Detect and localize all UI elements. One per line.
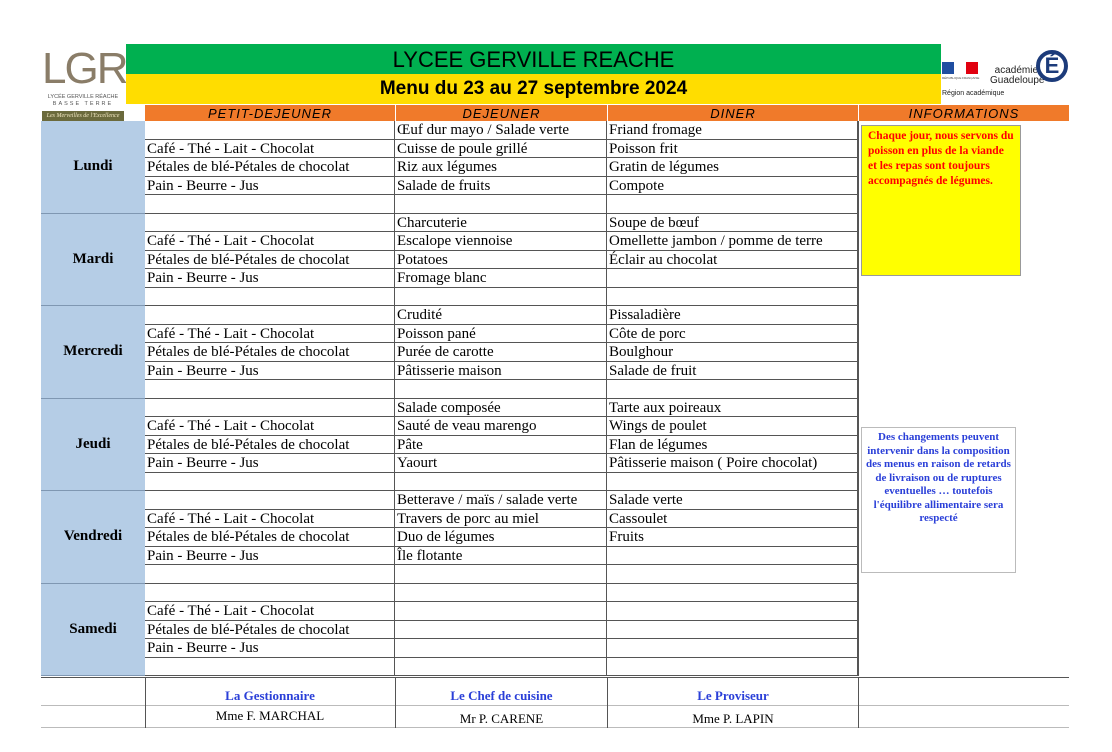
menu-cell-lunch: Sauté de veau marengo	[395, 417, 607, 436]
day-label: Mercredi	[41, 306, 145, 399]
menu-cell-breakfast	[145, 380, 395, 399]
menu-cell-dinner	[607, 547, 858, 566]
info-changes-note: Des changements peuvent intervenir dans la composition des menus en raison de retards de livraison ou de ruptures eventuelles … toutefois l'équilibre allimentaire sera respecté	[861, 427, 1016, 573]
menu-cell-dinner	[607, 584, 858, 603]
menu-cell-lunch: Escalope viennoise	[395, 232, 607, 251]
menu-cell-lunch: Île flotante	[395, 547, 607, 566]
menu-cell-lunch	[395, 565, 607, 584]
menu-cell-dinner: Salade verte	[607, 491, 858, 510]
menu-cell-lunch	[395, 621, 607, 640]
menu-cell-breakfast: Café - Thé - Lait - Chocolat	[145, 140, 395, 159]
menu-cell-dinner: Compote	[607, 177, 858, 196]
school-title: LYCEE GERVILLE REACHE	[126, 44, 941, 74]
menu-cell-lunch	[395, 658, 607, 677]
signature-name-principal: Mme P. LAPIN	[692, 711, 774, 726]
menu-cell-breakfast	[145, 306, 395, 325]
menu-cell-breakfast	[145, 491, 395, 510]
menu-cell-lunch: Riz aux légumes	[395, 158, 607, 177]
menu-cell-breakfast: Café - Thé - Lait - Chocolat	[145, 417, 395, 436]
menu-cell-breakfast: Café - Thé - Lait - Chocolat	[145, 232, 395, 251]
menu-cell-lunch: Poisson pané	[395, 325, 607, 344]
logo-school-name: LYCÉE GERVILLE RÉACHE	[47, 94, 119, 100]
menu-cell-dinner: Côte de porc	[607, 325, 858, 344]
menu-cell-dinner	[607, 639, 858, 658]
footer-divider	[41, 677, 1069, 678]
menu-cell-dinner: Salade de fruit	[607, 362, 858, 381]
logo-tagline: Les Merveilles de l'Excellence	[42, 111, 124, 121]
menu-cell-lunch: Duo de légumes	[395, 528, 607, 547]
menu-cell-breakfast: Pétales de blé-Pétales de chocolat	[145, 621, 395, 640]
menu-cell-lunch: Charcuterie	[395, 214, 607, 233]
day-label: Samedi	[41, 584, 145, 677]
column-header-dinner: DINER	[608, 105, 858, 121]
menu-cell-dinner: Poisson frit	[607, 140, 858, 159]
menu-cell-dinner	[607, 288, 858, 307]
menu-cell-lunch	[395, 195, 607, 214]
menu-cell-breakfast: Pétales de blé-Pétales de chocolat	[145, 158, 395, 177]
day-label: Mardi	[41, 214, 145, 307]
menu-cell-lunch	[395, 639, 607, 658]
menu-cell-lunch	[395, 584, 607, 603]
footer-divider-mid	[41, 705, 1069, 706]
menu-cell-breakfast: Café - Thé - Lait - Chocolat	[145, 602, 395, 621]
menu-cell-lunch: Salade de fruits	[395, 177, 607, 196]
signature-name-manager: Mme F. MARCHAL	[215, 708, 325, 723]
menu-cell-dinner: Pissaladière	[607, 306, 858, 325]
menu-cell-dinner: Fruits	[607, 528, 858, 547]
menu-cell-dinner: Pâtisserie maison ( Poire chocolat)	[607, 454, 858, 473]
menu-cell-dinner	[607, 269, 858, 288]
academy-name-line2: Guadeloupe	[990, 75, 1045, 86]
signature-title-principal: Le Proviseur	[697, 688, 769, 703]
day-label: Vendredi	[41, 491, 145, 584]
signature-title-chef: Le Chef de cuisine	[450, 688, 553, 703]
menu-cell-breakfast: Pétales de blé-Pétales de chocolat	[145, 251, 395, 270]
french-flag-icon	[942, 62, 978, 74]
menu-cell-lunch: Cuisse de poule grillé	[395, 140, 607, 159]
logo-city: BASSE TERRE	[52, 101, 114, 107]
menu-cell-lunch	[395, 602, 607, 621]
menu-cell-breakfast: Café - Thé - Lait - Chocolat	[145, 510, 395, 529]
signature-name-chef: Mr P. CARENE	[459, 711, 544, 726]
menu-cell-dinner	[607, 380, 858, 399]
menu-title: Menu du 23 au 27 septembre 2024	[126, 74, 941, 104]
menu-cell-breakfast: Pétales de blé-Pétales de chocolat	[145, 343, 395, 362]
menu-cell-dinner: Wings de poulet	[607, 417, 858, 436]
column-header-breakfast: PETIT-DEJEUNER	[145, 105, 395, 121]
menu-cell-breakfast: Pain - Beurre - Jus	[145, 454, 395, 473]
menu-cell-breakfast: Pain - Beurre - Jus	[145, 362, 395, 381]
menu-cell-breakfast	[145, 121, 395, 140]
menu-cell-dinner	[607, 473, 858, 492]
menu-cell-lunch: Crudité	[395, 306, 607, 325]
menu-cell-lunch: Pâte	[395, 436, 607, 455]
menu-cell-dinner: Cassoulet	[607, 510, 858, 529]
menu-cell-breakfast: Pain - Beurre - Jus	[145, 639, 395, 658]
menu-cell-dinner	[607, 602, 858, 621]
menu-cell-lunch: Œuf dur mayo / Salade verte	[395, 121, 607, 140]
menu-cell-lunch: Potatoes	[395, 251, 607, 270]
info-column-rule	[858, 121, 859, 676]
menu-cell-breakfast	[145, 473, 395, 492]
day-label: Jeudi	[41, 399, 145, 492]
menu-cell-dinner: Tarte aux poireaux	[607, 399, 858, 418]
menu-cell-dinner: Flan de légumes	[607, 436, 858, 455]
menu-cell-lunch: Betterave / maïs / salade verte	[395, 491, 607, 510]
academy-e-icon: É	[1036, 50, 1068, 82]
menu-cell-breakfast: Pain - Beurre - Jus	[145, 177, 395, 196]
menu-cell-breakfast: Pain - Beurre - Jus	[145, 269, 395, 288]
column-header-info: INFORMATIONS	[859, 105, 1069, 121]
column-header-lunch: DEJEUNER	[396, 105, 607, 121]
menu-cell-breakfast	[145, 214, 395, 233]
info-fish-note: Chaque jour, nous servons du poisson en plus de la viande et les repas sont toujours accompagnés de légumes.	[861, 125, 1021, 276]
menu-cell-dinner: Soupe de bœuf	[607, 214, 858, 233]
menu-cell-breakfast	[145, 195, 395, 214]
menu-cell-dinner: Gratin de légumes	[607, 158, 858, 177]
menu-cell-lunch: Travers de porc au miel	[395, 510, 607, 529]
menu-cell-breakfast	[145, 565, 395, 584]
menu-cell-dinner: Boulghour	[607, 343, 858, 362]
menu-cell-lunch: Yaourt	[395, 454, 607, 473]
menu-cell-dinner	[607, 658, 858, 677]
menu-cell-dinner: Éclair au chocolat	[607, 251, 858, 270]
menu-cell-dinner	[607, 565, 858, 584]
menu-cell-lunch: Fromage blanc	[395, 269, 607, 288]
academy-region: Région académique	[942, 90, 1005, 97]
menu-cell-breakfast: Pétales de blé-Pétales de chocolat	[145, 436, 395, 455]
menu-cell-breakfast	[145, 658, 395, 677]
republic-label: RÉPUBLIQUE FRANÇAISE	[942, 76, 980, 80]
menu-cell-lunch	[395, 288, 607, 307]
day-label: Lundi	[41, 121, 145, 214]
academy-logo	[940, 44, 1070, 102]
menu-cell-lunch	[395, 473, 607, 492]
menu-cell-breakfast	[145, 399, 395, 418]
menu-cell-dinner	[607, 195, 858, 214]
menu-cell-breakfast: Café - Thé - Lait - Chocolat	[145, 325, 395, 344]
menu-cell-lunch: Pâtisserie maison	[395, 362, 607, 381]
menu-cell-lunch: Purée de carotte	[395, 343, 607, 362]
menu-cell-dinner	[607, 621, 858, 640]
academy-name	[990, 65, 1045, 86]
menu-cell-breakfast: Pain - Beurre - Jus	[145, 547, 395, 566]
menu-cell-breakfast	[145, 584, 395, 603]
menu-cell-lunch	[395, 380, 607, 399]
menu-cell-dinner: Omellette jambon / pomme de terre	[607, 232, 858, 251]
signature-title-manager: La Gestionnaire	[225, 688, 315, 703]
menu-cell-lunch: Salade composée	[395, 399, 607, 418]
menu-cell-breakfast: Pétales de blé-Pétales de chocolat	[145, 528, 395, 547]
footer-divider-bottom	[41, 727, 1069, 728]
footer-rule	[858, 678, 859, 728]
school-logo	[40, 44, 126, 128]
academy-name-line1: académie	[994, 65, 1038, 76]
logo-letters: LGR	[42, 44, 127, 93]
menu-cell-dinner: Friand fromage	[607, 121, 858, 140]
menu-cell-breakfast	[145, 288, 395, 307]
